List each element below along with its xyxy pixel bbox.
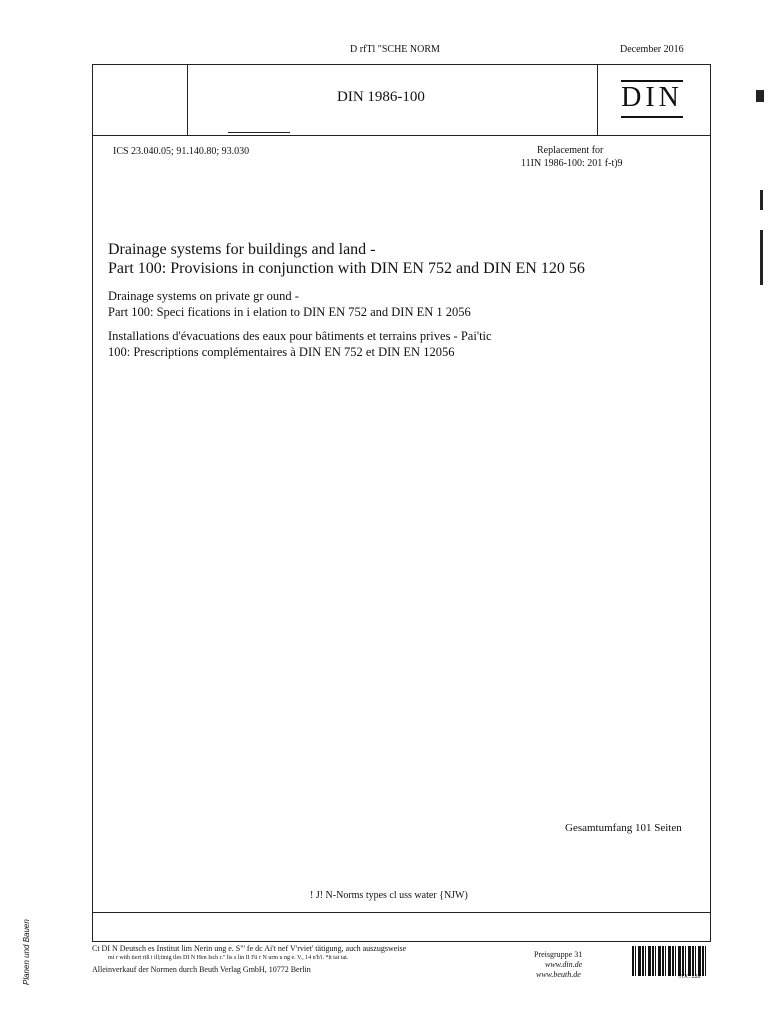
edge-mark-lower <box>760 230 763 285</box>
header-date: December 2016 <box>620 44 684 55</box>
total-pages: Gesamtumfang 101 Seiten <box>565 822 682 834</box>
copyright-line-2: mi r with tiert riß i ill;tinig tles DI N Hen Isch r." lis s lin II I'ii r N urm u ng e. V., 14 n'h'i. *it tat tat. <box>108 955 349 961</box>
document-frame <box>92 64 711 942</box>
replacement-label: Replacement for <box>537 145 604 156</box>
din-logo <box>621 80 683 118</box>
alt-title-fr-line-1: Installations d'évacuations des eaux pour bâtiments et terrains prives - Pai'tic <box>108 329 492 343</box>
header-underline <box>228 132 290 133</box>
edge-mark-top <box>756 90 764 102</box>
alt-title-en-line-2: Part 100: Speci fications in i elation to DIN EN 752 and DIN EN 1 2056 <box>108 305 471 319</box>
price-group: Preisgruppe 31 <box>534 950 583 959</box>
committee-name: ! J! N-Norms types cl uss water {NJW) <box>310 890 468 901</box>
url-din: www.din.de <box>545 960 583 969</box>
din-logo-text: DIN <box>621 82 683 113</box>
copyright-line-3: Alleinverkauf der Normen durch Beuth Verlag GmbH, 10772 Berlin <box>92 965 311 974</box>
header-divider <box>92 135 711 136</box>
barcode <box>632 946 708 976</box>
header-org: D rfTl "SCHE NORM <box>350 44 440 55</box>
copyright-line-1: Ct DI N Deutsch es Institut lim Nerin ung e. S"' fe dc Ai't nef V'rviet' tätigung, auch auszugsweise <box>92 944 407 953</box>
margin-note: Planen und Bauen <box>22 919 31 985</box>
doc-number: DIN 1986-100 <box>337 89 425 105</box>
barcode-code: !/OC 228 <box>678 974 701 980</box>
header-left-divider <box>187 64 188 135</box>
ics-codes: ICS 23.040.05; 91.140.80; 93.030 <box>113 146 250 157</box>
alt-title-fr-line-2: 100: Prescriptions complémentaires à DIN EN 752 et DIN EN 12056 <box>108 345 455 359</box>
replacement-value: 11IN 1986-100: 201 f-t)9 <box>521 158 623 169</box>
lower-divider-1 <box>92 912 711 913</box>
edge-mark-middle <box>760 190 763 210</box>
url-beuth: www.beuth.de <box>536 970 581 979</box>
alt-title-en-line-1: Drainage systems on private gr ound - <box>108 289 299 303</box>
title-line-2: Part 100: Provisions in conjunction with DIN EN 752 and DIN EN 120 56 <box>108 260 585 277</box>
title-line-1: Drainage systems for buildings and land - <box>108 241 376 258</box>
header-right-divider <box>597 64 598 135</box>
